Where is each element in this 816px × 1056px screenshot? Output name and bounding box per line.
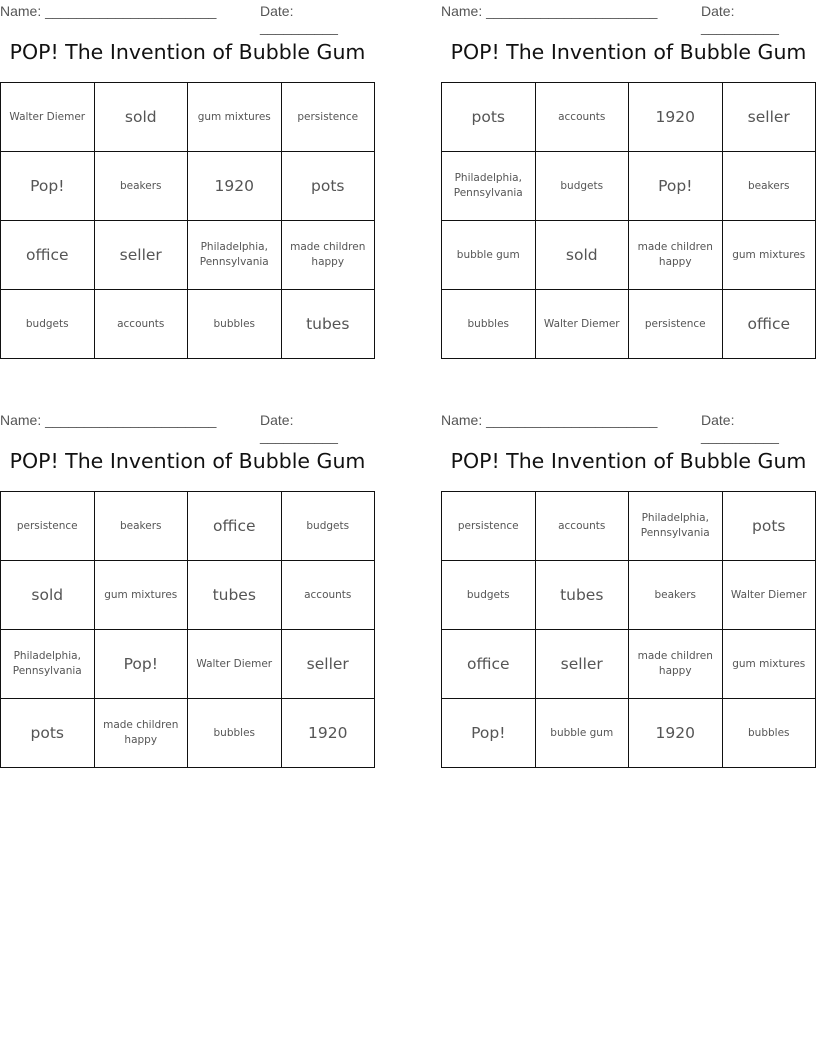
card-title: POP! The Invention of Bubble Gum [450, 449, 807, 473]
bingo-cell: bubble gum [535, 699, 629, 768]
bingo-cell: Walter Diemer [188, 630, 282, 699]
name-field-label: Name: ______________________ [441, 3, 658, 19]
card-title: POP! The Invention of Bubble Gum [9, 449, 366, 473]
bingo-cell: accounts [94, 290, 188, 359]
grid-row [1, 492, 375, 561]
bingo-cell: 1920 [281, 699, 375, 768]
card-title: POP! The Invention of Bubble Gum [9, 40, 366, 64]
bingo-cell: seller [281, 630, 375, 699]
bingo-cell: accounts [535, 492, 629, 561]
card-header [441, 0, 816, 35]
bingo-cell: budgets [535, 152, 629, 221]
bingo-cell: office [722, 290, 816, 359]
bingo-cell: made children happy [281, 221, 375, 290]
grid-row [1, 290, 375, 359]
bingo-cell: 1920 [188, 152, 282, 221]
bingo-cell: Philadelphia, Pennsylvania [629, 492, 723, 561]
grid-row [442, 221, 816, 290]
grid-row [442, 630, 816, 699]
bingo-cell: beakers [722, 152, 816, 221]
name-field-label: Name: ______________________ [0, 412, 217, 428]
bingo-cell: seller [722, 83, 816, 152]
bingo-cell: Pop! [629, 152, 723, 221]
bingo-cell: Philadelphia, Pennsylvania [442, 152, 536, 221]
bingo-grid [0, 491, 375, 768]
bingo-cell: Walter Diemer [722, 561, 816, 630]
grid-row [1, 630, 375, 699]
grid-row [442, 290, 816, 359]
bingo-cell: gum mixtures [722, 630, 816, 699]
bingo-cell: Philadelphia, Pennsylvania [188, 221, 282, 290]
bingo-cell: made children happy [629, 630, 723, 699]
bingo-cell: made children happy [94, 699, 188, 768]
grid-row [442, 83, 816, 152]
grid-row [442, 561, 816, 630]
bingo-cell: budgets [442, 561, 536, 630]
bingo-grid [0, 82, 375, 359]
bingo-cell: sold [1, 561, 95, 630]
bingo-cell: beakers [94, 152, 188, 221]
bingo-cell: 1920 [629, 699, 723, 768]
card-header [0, 0, 375, 35]
bingo-cell: Walter Diemer [535, 290, 629, 359]
grid-row [1, 561, 375, 630]
bingo-cell: tubes [535, 561, 629, 630]
grid-row [442, 492, 816, 561]
card-header [0, 409, 375, 444]
name-field-label: Name: ______________________ [0, 3, 217, 19]
bingo-cell: Philadelphia, Pennsylvania [1, 630, 95, 699]
bingo-cell: bubbles [188, 699, 282, 768]
bingo-cell: gum mixtures [94, 561, 188, 630]
bingo-cell: Pop! [1, 152, 95, 221]
bingo-grid [441, 82, 816, 359]
bingo-cell: persistence [1, 492, 95, 561]
name-field-label: Name: ______________________ [441, 412, 658, 428]
bingo-cell: Pop! [442, 699, 536, 768]
bingo-cell: pots [1, 699, 95, 768]
bingo-cell: sold [535, 221, 629, 290]
bingo-cell: persistence [442, 492, 536, 561]
bingo-cell: seller [535, 630, 629, 699]
date-field-label: Date: __________ [701, 3, 779, 35]
bingo-cell: persistence [281, 83, 375, 152]
bingo-cell: Walter Diemer [1, 83, 95, 152]
bingo-cell: tubes [281, 290, 375, 359]
bingo-cell: budgets [281, 492, 375, 561]
bingo-cell: accounts [281, 561, 375, 630]
bingo-cell: office [442, 630, 536, 699]
bingo-cell: beakers [629, 561, 723, 630]
bingo-cell: persistence [629, 290, 723, 359]
bingo-cell: pots [442, 83, 536, 152]
grid-row [1, 699, 375, 768]
bingo-cell: tubes [188, 561, 282, 630]
bingo-cell: office [1, 221, 95, 290]
bingo-cell: budgets [1, 290, 95, 359]
bingo-cell: seller [94, 221, 188, 290]
bingo-cell: made children happy [629, 221, 723, 290]
date-field-label: Date: __________ [701, 412, 779, 444]
bingo-cell: pots [281, 152, 375, 221]
grid-row [442, 152, 816, 221]
date-field-label: Date: __________ [260, 412, 338, 444]
card-header [441, 409, 816, 444]
bingo-cell: bubbles [188, 290, 282, 359]
bingo-cell: gum mixtures [188, 83, 282, 152]
grid-row [1, 221, 375, 290]
bingo-cell: gum mixtures [722, 221, 816, 290]
bingo-grid [441, 491, 816, 768]
bingo-cell: bubbles [442, 290, 536, 359]
bingo-cell: pots [722, 492, 816, 561]
bingo-cell: Pop! [94, 630, 188, 699]
bingo-cell: bubble gum [442, 221, 536, 290]
bingo-cell: sold [94, 83, 188, 152]
grid-row [1, 83, 375, 152]
bingo-cell: 1920 [629, 83, 723, 152]
date-field-label: Date: __________ [260, 3, 338, 35]
bingo-cell: beakers [94, 492, 188, 561]
grid-row [442, 699, 816, 768]
grid-row [1, 152, 375, 221]
bingo-cell: office [188, 492, 282, 561]
card-title: POP! The Invention of Bubble Gum [450, 40, 807, 64]
bingo-cell: bubbles [722, 699, 816, 768]
bingo-cell: accounts [535, 83, 629, 152]
